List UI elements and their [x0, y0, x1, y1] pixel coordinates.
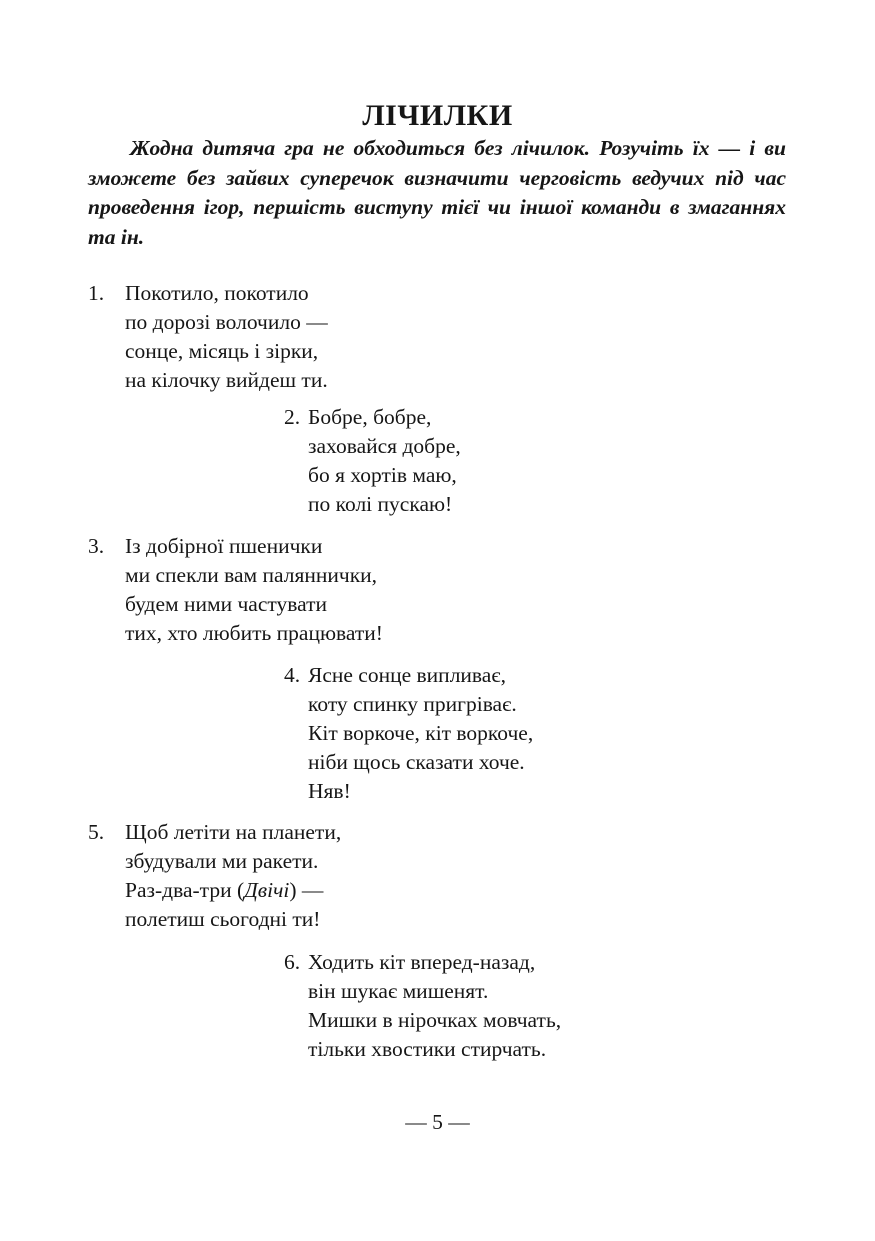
poem-6 — [284, 948, 562, 1064]
poem-line: Кіт воркоче, кіт воркоче, — [308, 721, 534, 745]
poem-line: бо я хортів маю, — [308, 463, 457, 487]
poem-line: він шукає мишенят. — [308, 979, 489, 1003]
poem-number: 1. — [88, 281, 105, 305]
poem-2 — [284, 403, 461, 519]
poem-4 — [284, 661, 534, 806]
poem-line: 2. Бобре, бобре, — [284, 403, 461, 432]
poem-line: 1. Покотило, покотило — [88, 279, 328, 308]
poem-line: Раз-два-три (Двічі) — — [125, 878, 324, 902]
intro-paragraph: Жодна дитяча гра не обходиться без лічилок. Розучіть їх — і ви зможете без зайвих суперечок визначити черговість ведучих під час проведення ігор, першість виступу тієї чи іншої команди в змаганнях та ін. — [88, 136, 786, 249]
poem-3 — [88, 532, 383, 648]
poem-line: на кілочку вийдеш ти. — [125, 368, 328, 392]
poem-number: 5. — [88, 820, 105, 844]
poem-number: 2. — [284, 405, 301, 429]
poem-line: будем ними частувати — [125, 592, 327, 616]
poem-line: 4. Ясне сонце випливає, — [284, 661, 533, 690]
poem-line: 3. Із добірної пшенички — [88, 532, 383, 561]
poem-line: тільки хвостики стирчать. — [308, 1037, 547, 1061]
poem-line: полетиш сьогодні ти! — [125, 907, 321, 931]
poem-line: збудували ми ракети. — [125, 849, 319, 873]
poem-line: сонце, місяць і зірки, — [125, 339, 319, 363]
poem-line: 5. Щоб летіти на планети, — [88, 818, 341, 847]
poem-line: заховайся добре, — [308, 434, 461, 458]
italic-note: Двічі — [244, 878, 290, 902]
poem-line: по дорозі волочило — — [125, 310, 328, 334]
poem-1 — [88, 279, 328, 395]
poem-number: 3. — [88, 534, 105, 558]
poem-line: 6. Ходить кіт вперед-назад, — [284, 948, 561, 977]
page-number: — 5 — — [405, 1110, 470, 1134]
poem-line: Няв! — [308, 779, 351, 803]
poem-line: ніби щось сказати хоче. — [308, 750, 525, 774]
poem-line: по колі пускаю! — [308, 492, 453, 516]
poem-line: ми спекли вам паляннички, — [125, 563, 378, 587]
poem-line: Мишки в нірочках мовчать, — [308, 1008, 562, 1032]
page-title: ЛІЧИЛКИ — [362, 99, 513, 132]
poem-number: 4. — [284, 663, 301, 687]
poem-5 — [88, 818, 342, 934]
poem-line: тих, хто любить працювати! — [125, 621, 383, 645]
poem-line: коту спинку пригріває. — [308, 692, 517, 716]
poem-number: 6. — [284, 950, 301, 974]
